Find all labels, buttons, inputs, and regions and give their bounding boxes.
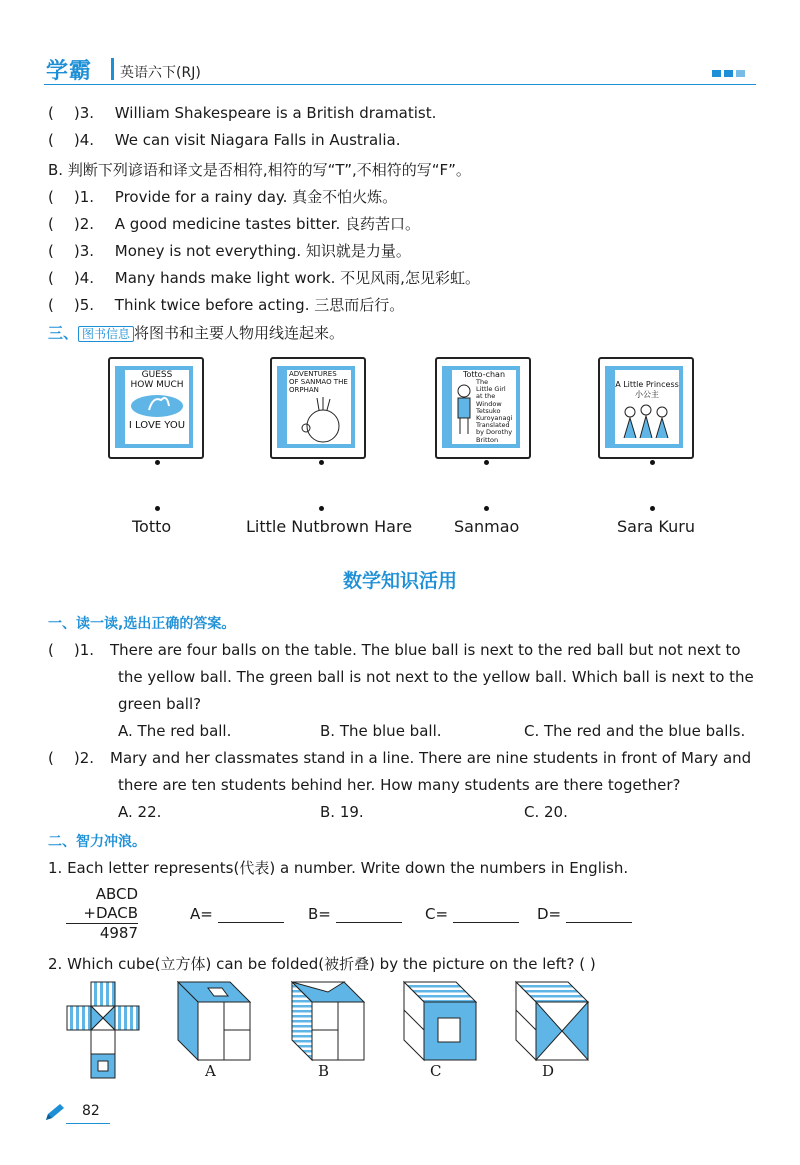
puzzle-2-question: 2. Which cube(立方体) can be folded(被折叠) by the picture on the left? ( ) — [48, 955, 596, 973]
header-square-decor — [724, 70, 733, 77]
addend-2: +DACB — [66, 904, 138, 924]
cube-label-a: A — [205, 1062, 216, 1080]
answer-a: A= — [190, 905, 284, 923]
math-q1-line: the yellow ball. The green ball is not next to the yellow ball. Which ball is next to the — [118, 668, 754, 686]
cube-option-c[interactable] — [398, 980, 482, 1062]
part-c-title: 三、 图书信息 将图书和主要人物用线连起来。 — [48, 324, 345, 342]
cube-option-a[interactable] — [172, 980, 256, 1062]
header-square-decor — [712, 70, 721, 77]
question-item: ( )4. We can visit Niagara Falls in Australia. — [48, 131, 401, 149]
answer-b: B= — [308, 905, 402, 923]
info-tag: 图书信息 — [78, 326, 134, 342]
book-cover-sanmao: ADVENTURES OF SANMAO THE ORPHAN — [270, 357, 366, 459]
math-q2-option: B. 19. — [320, 803, 364, 821]
character-name: Little Nutbrown Hare — [246, 517, 413, 536]
character-name: Totto — [132, 517, 172, 536]
match-dot[interactable] — [319, 506, 324, 511]
logo: 学霸 — [46, 59, 93, 84]
section-title: 数学知识活用 — [342, 570, 457, 592]
math-q1: ( )1. There are four balls on the table. The blue ball is next to the red ball but not next to — [48, 641, 741, 659]
part-b-title: B. 判断下列谚语和译文是否相符,相符的写“T”,不相符的写“F”。 — [48, 161, 471, 179]
question-item: ( )5. Think twice before acting. 三思而后行。 — [48, 296, 405, 314]
math-part1-title: 一、读一读,选出正确的答案。 — [48, 616, 236, 632]
cube-option-d[interactable] — [510, 980, 594, 1062]
math-q1-option: B. The blue ball. — [320, 722, 442, 740]
princess-illustration — [616, 400, 678, 440]
character-name: Sanmao — [454, 517, 520, 536]
math-part2-title: 二、智力冲浪。 — [48, 834, 146, 850]
cube-net-figure — [64, 980, 160, 1082]
cube-label-d: D — [542, 1062, 555, 1080]
answer-c: C= — [425, 905, 519, 923]
pencil-icon — [44, 1102, 66, 1122]
book-cover-little-princess: A Little Princess 小公主 — [598, 357, 694, 459]
character-name: Sara Kuru — [617, 517, 695, 536]
book-title: 英语六下(RJ) — [120, 65, 201, 81]
question-item: ( )2. A good medicine tastes bitter. 良药苦口。 — [48, 215, 421, 233]
addition-problem — [66, 885, 138, 943]
question-item: ( )3. William Shakespeare is a British dramatist. — [48, 104, 437, 122]
match-dot[interactable] — [650, 460, 655, 465]
cube-label-c: C — [430, 1062, 442, 1080]
match-dot[interactable] — [319, 460, 324, 465]
math-q2-line: there are ten students behind her. How many students are there together? — [118, 776, 681, 794]
match-dot[interactable] — [484, 506, 489, 511]
header-square-decor — [736, 70, 745, 77]
question-item: ( )3. Money is not everything. 知识就是力量。 — [48, 242, 411, 260]
header-rule — [44, 84, 756, 85]
match-dot[interactable] — [650, 506, 655, 511]
math-q1-option: A. The red ball. — [118, 722, 232, 740]
math-q2-option: C. 20. — [524, 803, 568, 821]
book-cover-guess-how-much: GUESS HOW MUCH I LOVE YOU — [108, 357, 204, 459]
footer-rule — [66, 1123, 110, 1124]
sanmao-illustration — [289, 394, 349, 444]
match-dot[interactable] — [155, 506, 160, 511]
addend-1: ABCD — [95, 885, 138, 903]
totto-illustration — [452, 379, 476, 439]
answer-blank[interactable] — [566, 908, 632, 923]
cube-option-b[interactable] — [286, 980, 370, 1062]
match-dot[interactable] — [484, 460, 489, 465]
answer-blank[interactable] — [336, 908, 402, 923]
question-item: ( )4. Many hands make light work. 不见风雨,怎见彩虹。 — [48, 269, 480, 287]
puzzle-1-question: 1. Each letter represents(代表) a number. Write down the numbers in English. — [48, 859, 629, 877]
answer-blank[interactable] — [218, 908, 284, 923]
cube-label-b: B — [318, 1062, 330, 1080]
page-number: 82 — [82, 1103, 100, 1119]
logo-divider — [111, 58, 114, 80]
math-q1-option: C. The red and the blue balls. — [524, 722, 746, 740]
sum: 4987 — [99, 924, 138, 942]
math-q2-option: A. 22. — [118, 803, 162, 821]
match-dot[interactable] — [155, 460, 160, 465]
hare-illustration — [127, 390, 187, 418]
book-cover-totto-chan: Totto-chan The Little Girl at the Window Tetsuko Kuroyanagi Translated by Dorothy Britton — [435, 357, 531, 459]
answer-d: D= — [537, 905, 632, 923]
math-q1-line: green ball? — [118, 695, 202, 713]
question-item: ( )1. Provide for a rainy day. 真金不怕火炼。 — [48, 188, 398, 206]
answer-blank[interactable] — [453, 908, 519, 923]
math-q2: ( )2. Mary and her classmates stand in a line. There are nine students in front of Mary and — [48, 749, 752, 767]
